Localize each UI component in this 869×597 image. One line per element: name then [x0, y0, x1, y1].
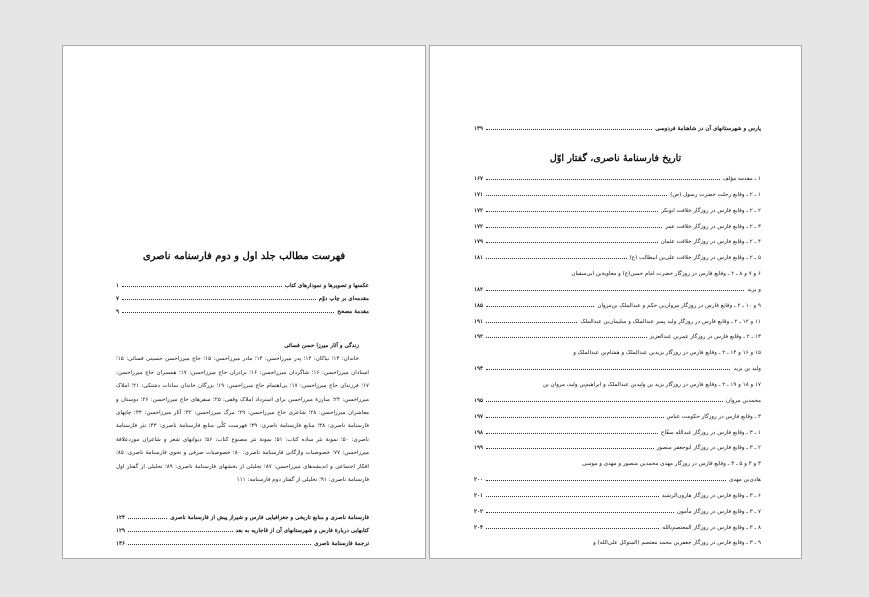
- toc-entry-label: محمدبن مروان: [726, 397, 761, 404]
- left-page: [62, 45, 426, 559]
- toc-entry[interactable]: [474, 315, 761, 331]
- toc-entry[interactable]: [116, 512, 369, 525]
- toc-entry[interactable]: [116, 525, 369, 538]
- toc-entry-page-number: ۲۰۰: [474, 477, 484, 484]
- toc-entry[interactable]: [474, 330, 761, 346]
- toc-entry-page-number: ۱۸۵: [474, 302, 484, 309]
- toc-entry-page-number: ۱۹۵: [474, 397, 484, 404]
- toc-entry[interactable]: [474, 410, 761, 426]
- toc-entry[interactable]: [116, 293, 369, 306]
- leader-dots: [486, 506, 674, 513]
- toc-entry-label: ۱۱ و ۱۲ ـ ۲ ـ وقایع فارس در روزگار ولید پسر عبدالملک و سلیمان‌بن عبدالملک: [580, 318, 761, 325]
- toc-entry-page-number: ۱۹۴: [474, 366, 484, 373]
- toc-entry[interactable]: [474, 505, 761, 521]
- toc-entry-page-number: ۱۷۹: [474, 239, 484, 246]
- toc-entry-page-number: ۱۸۱: [474, 255, 484, 262]
- toc-entry-page-number: ۱۹۹: [474, 445, 484, 452]
- toc-entry-label: مقدمهٔ مصحح: [337, 309, 369, 315]
- toc-entry-label: ۱۳ ـ ۲ ـ وقایع فارس در روزگار عمربن عبدالعزیز: [649, 334, 761, 341]
- header-label: پارس و شهرستانهای آن در شاهنامهٔ فردوسی: [655, 126, 761, 132]
- toc-entry[interactable]: [474, 188, 761, 204]
- toc-entry-label: ۵ ـ ۲ ـ وقایع فارس در روزگار خلافت علی‌بن ابیطالب (ع): [629, 255, 761, 262]
- leader-dots: [486, 189, 667, 196]
- toc-entry-label: ۴ ـ ۲ ـ وقایع فارس در روزگار خلافت عثمان: [660, 239, 761, 246]
- toc-entry[interactable]: [474, 283, 761, 299]
- leader-dots: [486, 522, 659, 529]
- bio-section: [116, 340, 369, 487]
- toc-entry-label: ۶ ـ ۳ ـ وقایع فارس در روزگار هارون‌الرشید: [661, 492, 761, 499]
- toc-entry-label: هادی‌بن مهدی: [728, 477, 761, 484]
- toc-entry-label: ۲ ـ ۳ ـ وقایع فارس در روزگار ابوجعفر منصور: [656, 445, 761, 452]
- leader-dots: [486, 123, 652, 130]
- left-toc-bottom: [63, 512, 425, 551]
- toc-entry-label: ولید بن یزید: [733, 366, 761, 373]
- leader-dots: [486, 490, 659, 497]
- toc-entry-page-number: ۱۲۴: [116, 515, 126, 521]
- toc-entry-label: ۱ ـ ۲ ـ وقایع رحلت حضرت رسول (ص): [670, 191, 761, 198]
- toc-entry[interactable]: [474, 441, 761, 457]
- toc-entry-label: و یزید: [747, 286, 761, 293]
- toc-entry-page-number: ۱۹۸: [474, 429, 484, 436]
- right-page-title: تاریخ فارسنامهٔ ناصری، گفتار اوّل: [549, 153, 682, 164]
- right-page: [429, 45, 802, 559]
- right-toc: [474, 172, 761, 552]
- toc-entry-label: عکسها و تصویرها و نمودارهای کتاب: [284, 283, 369, 289]
- toc-entry-page-number: ۱۹۱: [474, 318, 484, 325]
- toc-entry-label: ۷ ـ ۳ ـ وقایع فارس در روزگار مأمون: [676, 508, 761, 515]
- toc-entry[interactable]: [474, 172, 761, 188]
- toc-entry[interactable]: [474, 521, 761, 537]
- leader-dots: [128, 538, 311, 545]
- toc-entry-page-number: ۱۷۲: [474, 223, 484, 230]
- leader-dots: [486, 300, 594, 307]
- bio-text: خاندان: ۱۳؛ نیاکان: ۱۴؛ پدر میرزاحسن: ۱۴؛ مادر میرزاحسن: ۱۵؛ حاج میرزاحسن حسینی فسائی: ۱۵؛ استادان میرزاحسن: ۱۶؛ شاگردان میرزاحسن: ۱۶؛ برادران حاج میرزاحسن: ۱۷؛ همسران حاج میرزاحسن: ۱۷؛ فرزندان حاج میرزاحسن: ۱۷؛ بی‌اهتمام حاج میرزاحسن: ۱۹؛ بزرگان خاندان سادات دشتکی: ۲۱؛ املاک میرزاحسن: ۲۴؛ مبارزهٔ میرزاحسن برای استرداد املاک وقفی: ۲۵؛ سفرهای حاج میرزاحسن: ۲۶؛ دوستان و معاشران میرزاحسن: ۲۸؛ شاعری حاج میرزاحسن: ۲۹؛ مرگ میرزاحسن: ۳۲؛ آثار میرزاحسن: ۳۴؛ چاپهای فارسنامهٔ ناصری: ۳۸؛ منابع فارسنامهٔ ناصری: ۳۹؛ فهرست کلّی منابع فارسنامهٔ ناصری: ۴۳؛ نثر فارسنامهٔ ناصری: ۵۰؛ نمونهٔ نثر ساده کتاب: ۵۱؛ نمونهٔ نثر مصنوع کتاب: ۵۶؛ دیوانهای شعر و شاعران موردعلاقهٔ میرزاحسن: ۷۷؛ خصوصیات واژگانی فارسنامهٔ ناصری: ۸۰؛ خصوصیات صرفی و نحوی فارسنامهٔ ناصری: ۸۵؛ افکار اجتماعی و اندیشه‌های میرزاحسن: ۸۷؛ تحلیلی از بخشهای فارسنامهٔ ناصری: ۸۹؛ تحلیلی از گفتار اول فارسنامهٔ ناصری: ۹۱؛ تحلیلی از گفتار دوم فارسنامه: ۱۱۱: [116, 356, 370, 484]
- toc-entry-page-number: ۱۷۲: [474, 207, 484, 214]
- leader-dots: [128, 512, 167, 519]
- leader-dots: [122, 280, 282, 287]
- toc-entry[interactable]: [116, 538, 369, 551]
- toc-entry-label: ۸ ـ ۳ ـ وقایع فارس در روزگار المعتصم‌بالله: [662, 524, 761, 531]
- toc-entry-label: ۱ ـ ۳ ـ وقایع فارس در روزگار عبدالله سفّاح: [660, 429, 761, 436]
- toc-continuation-line: ۱۷ و ۱۸ و ۱۹ ـ ۲ ـ وقایع فارس در روزگار یزید بن ولیدبن عبدالملک و ابراهیم‌بن ولید، مروان بن: [542, 381, 761, 388]
- left-page-title: فهرست مطالب جلد اول و دوم فارسنامه ناصری: [142, 251, 346, 262]
- toc-entry-page-number: ۱۹۷: [474, 413, 484, 420]
- toc-entry-label: ۲ ـ ۲ ـ وقایع فارس در روزگار خلافت ابوبکر: [661, 207, 761, 214]
- leader-dots: [486, 442, 654, 449]
- toc-entry-label: کتابهایی دربارهٔ فارس و شهرستانهای آن از قاجاریه به بعد: [235, 528, 369, 534]
- toc-entry-label: ۳ ـ وقایع فارس در روزگار حکومت عباس: [666, 413, 761, 420]
- toc-entry[interactable]: [474, 426, 761, 442]
- toc-entry-label: مقدمه‌ای بر چاپ دوّم: [318, 296, 369, 302]
- leader-dots: [486, 236, 658, 243]
- toc-continuation-line: ۱۵ و ۱۶ و ۱۴ ـ ۲ ـ وقایع فارس در روزگار یزیدبن عبدالملک و هشام‌بن عبدالملک و: [573, 350, 761, 357]
- toc-continuation-line: ۶ و ۷ و ۸ ـ ۲ ـ وقایع فارس در روزگار حضرت امام حسن(ع) و معاویة‌بن ابی‌سفیان: [571, 271, 761, 278]
- toc-entry[interactable]: [474, 473, 761, 489]
- leader-dots: [486, 316, 577, 323]
- toc-entry-label: ۳ ـ ۲ ـ وقایع فارس در روزگار خلافت عمر: [665, 223, 761, 230]
- toc-entry-label: فارسنامهٔ ناصری و منابع تاریخی و جغرافیایی فارس و شیراز پیش از فارسنامهٔ ناصری: [170, 515, 369, 521]
- header-page-number: ۱۳۹: [474, 126, 484, 132]
- leader-dots: [486, 284, 744, 291]
- toc-entry-page-number: ۱۶۷: [474, 176, 484, 182]
- toc-continuation-line: ۳ و ۴ و ۵ ـ ۳ ـ وقایع فارس در روزگار مهدی محمدبن منصور و مهدی و موسی: [582, 461, 761, 468]
- toc-entry-page-number: ۷: [116, 296, 120, 302]
- toc-entry-page-number: ۱۸۲: [474, 286, 484, 293]
- leader-dots: [486, 173, 720, 180]
- toc-entry-page-number: ۲۰۴: [474, 524, 484, 531]
- leader-dots: [128, 525, 233, 532]
- toc-entry[interactable]: [474, 489, 761, 505]
- toc-entry[interactable]: [474, 362, 761, 378]
- toc-entry-page-number: ۱۹۲: [474, 334, 484, 341]
- bio-heading: زندگی و آثار میرزا حسن فسائی: [284, 343, 359, 349]
- toc-entry[interactable]: [474, 394, 761, 410]
- leader-dots: [122, 306, 334, 313]
- leader-dots: [486, 395, 723, 402]
- leader-dots: [486, 252, 627, 259]
- leader-dots: [486, 331, 647, 338]
- leader-dots: [486, 205, 658, 212]
- toc-entry-page-number: ۱: [116, 283, 120, 289]
- right-page-header: [474, 123, 761, 132]
- toc-entry[interactable]: [474, 251, 761, 267]
- toc-entry[interactable]: [474, 220, 761, 236]
- toc-continuation-line: ۹ ـ ۳ ـ وقایع فارس در روزگار جعفربن محمد معتصم (المتوکل علی‌الله) و: [593, 540, 761, 547]
- toc-entry-page-number: ۲۰۲: [474, 508, 484, 515]
- toc-entry-label: ۱ ـ مقدمه مؤلف: [722, 176, 761, 182]
- toc-entry-page-number: ۲۰۱: [474, 492, 484, 499]
- toc-entry[interactable]: [474, 299, 761, 315]
- toc-entry[interactable]: [474, 235, 761, 251]
- leader-dots: [486, 363, 730, 370]
- toc-entry-page-number: ۹: [116, 309, 120, 315]
- left-toc-top: [63, 280, 425, 319]
- toc-entry-page-number: ۱۷۱: [474, 191, 484, 198]
- leader-dots: [486, 427, 658, 434]
- toc-entry-page-number: ۱۲۹: [116, 528, 126, 534]
- toc-entry[interactable]: [474, 204, 761, 220]
- toc-entry-page-number: ۱۳۶: [116, 541, 126, 547]
- toc-entry[interactable]: [116, 306, 369, 319]
- toc-entry-label: ۹ و ۱۰ ـ ۲ ـ وقایع فارس در روزگار مروان‌بن حکم و عبدالملک بن‌مروان: [597, 302, 761, 309]
- leader-dots: [122, 293, 316, 300]
- leader-dots: [486, 221, 662, 228]
- leader-dots: [486, 474, 726, 481]
- toc-entry-label: ترجمهٔ فارسنامهٔ ناصری: [314, 541, 369, 547]
- toc-entry[interactable]: [116, 280, 369, 293]
- leader-dots: [486, 411, 664, 418]
